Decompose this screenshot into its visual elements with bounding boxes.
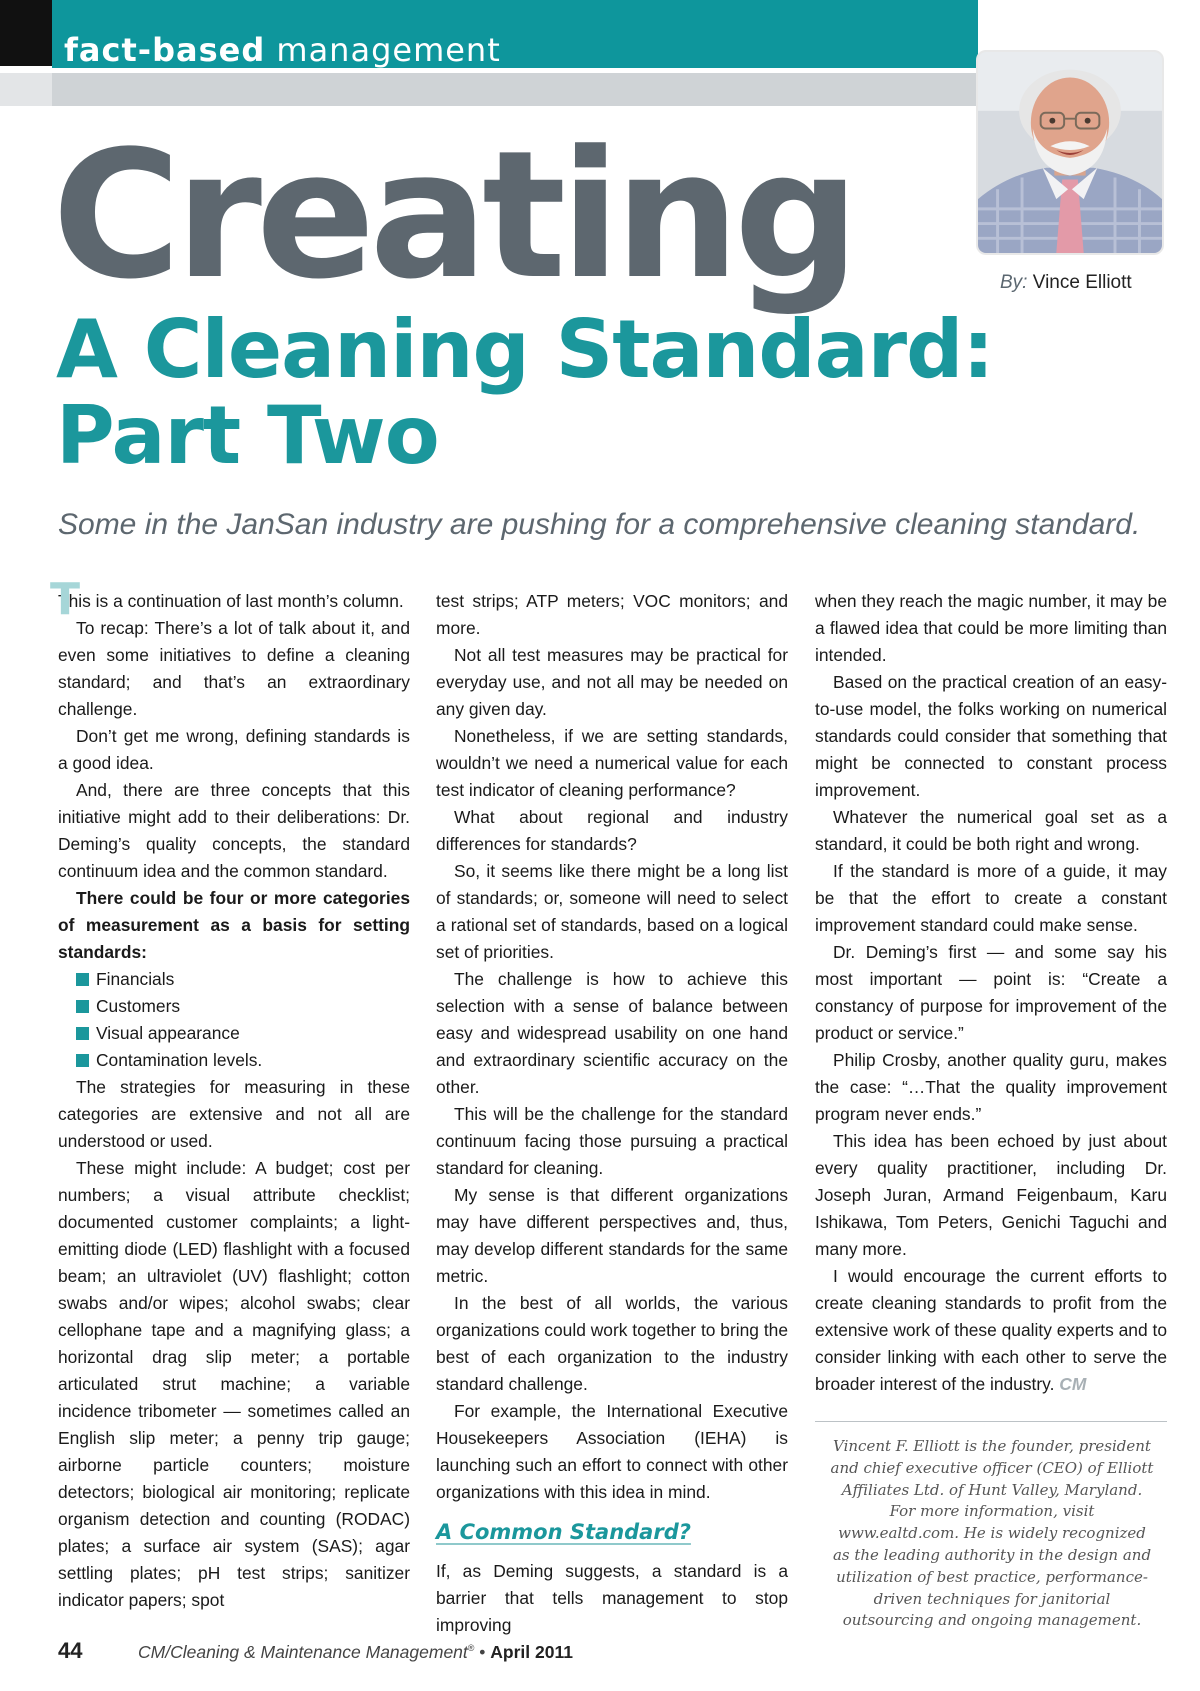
list-item: Customers bbox=[76, 993, 410, 1020]
square-bullet-icon bbox=[76, 973, 89, 986]
list-item: Financials bbox=[76, 966, 410, 993]
paragraph: Whatever the numerical goal set as a standard, it could be both right and wrong. bbox=[815, 807, 1167, 854]
section-label bbox=[64, 31, 501, 69]
paragraph bbox=[815, 1263, 1167, 1398]
paragraph: Based on the practical creation of an easy-to-use model, the folks working on numerical standards could consider that something that might be connected to constant process improvement. bbox=[815, 672, 1167, 800]
category-list bbox=[58, 966, 410, 1074]
paragraph: To recap: There’s a lot of talk about it, and even some initiatives to define a cleaning standard; and that’s an extraordinary challenge. bbox=[58, 618, 410, 719]
column-3 bbox=[815, 588, 1167, 1398]
footer-separator: • bbox=[479, 1642, 486, 1662]
square-bullet-icon bbox=[76, 1054, 89, 1067]
paragraph: Not all test measures may be practical for everyday use, and not all may be needed on any given day. bbox=[436, 645, 788, 719]
article-title-line3: Part Two bbox=[56, 389, 439, 482]
trademark-mark: ® bbox=[467, 1643, 475, 1654]
paragraph: test strips; ATP meters; VOC monitors; and more. bbox=[436, 591, 788, 638]
publication-name: CM/Cleaning & Maintenance Management bbox=[138, 1642, 468, 1662]
paragraph: My sense is that different organizations may have different perspectives and, thus, may develop different standards for the same metric. bbox=[436, 1185, 788, 1286]
paragraph: when they reach the magic number, it may be a flawed idea that could be more limiting than intended. bbox=[815, 591, 1167, 665]
section-subhead: A Common Standard? bbox=[436, 1520, 691, 1544]
column-1 bbox=[50, 574, 410, 1614]
paragraph: These might include: A budget; cost per numbers; a visual attribute checklist; documented customer complaints; a light-emitting diode (LED) flashlight with a focused beam; an ultraviolet (UV) flashlight; cotton swabs and/or wipes; alcohol swabs; clear cellophane tape and a magnifying glass; a horizontal drag slip meter; a portable articulated strut machine; a variable incidence tribometer — sometimes called an English slip meter; a penny trip gauge; airborne particle counters; moisture detectors; biological air monitoring; replicate organism detection and counting (RODAC) plates; a surface air system (SAS); agar settling plates; pH test strips; sanitizer indicator papers; spot bbox=[58, 1158, 410, 1610]
byline-prefix: By: bbox=[1000, 272, 1028, 293]
paragraph: Dr. Deming’s first — and some say his most important — point is: “Create a constancy of purpose for improvement of the product or service.” bbox=[815, 942, 1167, 1043]
section-label-rest: management bbox=[276, 31, 501, 69]
article-title: Creating bbox=[52, 113, 854, 318]
paragraph: So, it seems like there might be a long list of standards; or, someone will need to select a rational set of standards, based on a logical set of priorities. bbox=[436, 861, 788, 962]
dropcap: T bbox=[50, 574, 81, 625]
paragraph: If the standard is more of a guide, it may be that the effort to create a constant improvement standard could make sense. bbox=[815, 861, 1167, 935]
paragraph: The strategies for measuring in these categories are extensive and not all are understood or used. bbox=[58, 1077, 410, 1151]
author-photo bbox=[976, 50, 1164, 255]
column-2 bbox=[436, 588, 788, 1639]
author-bio: Vincent F. Elliott is the founder, president and chief executive officer (CEO) of Elliott Affiliates Ltd. of Hunt Valley, Maryland. For more information, visit www.ealtd.com. He is widely recognized as the leading authority in the design and utilization of best practice, performance-driven techniques for janitorial outsourcing and ongoing management. bbox=[830, 1437, 1154, 1630]
list-item: Visual appearance bbox=[76, 1020, 410, 1047]
list-item: Contamination levels. bbox=[76, 1047, 410, 1074]
paragraph: If, as Deming suggests, a standard is a barrier that tells management to stop improving bbox=[436, 1561, 788, 1635]
byline-author: Vince Elliott bbox=[1032, 272, 1132, 293]
paragraph: What about regional and industry differences for standards? bbox=[436, 807, 788, 854]
paragraph-bold: There could be four or more categories of measurement as a basis for setting standards: bbox=[58, 888, 410, 962]
signoff-mark: CM bbox=[1059, 1374, 1087, 1394]
paragraph: And, there are three concepts that this initiative might add to their deliberations: Dr. Deming’s quality concepts, the standard continuum idea and the common standard. bbox=[58, 780, 410, 881]
article-deck: Some in the JanSan industry are pushing for a comprehensive cleaning standard. bbox=[58, 508, 1141, 541]
paragraph: The challenge is how to achieve this selection with a sense of balance between easy and widespread usability on one hand and extraordinary scientific accuracy on the other. bbox=[436, 969, 788, 1097]
bio-divider bbox=[815, 1421, 1167, 1422]
paragraph bbox=[50, 574, 410, 625]
paragraph: In the best of all worlds, the various organizations could work together to bring the best of each organization to the industry standard challenge. bbox=[436, 1293, 788, 1394]
paragraph: Nonetheless, if we are setting standards, wouldn’t we need a numerical value for each test indicator of cleaning performance? bbox=[436, 726, 788, 800]
paragraph: This will be the challenge for the standard continuum facing those pursuing a practical standard for cleaning. bbox=[436, 1104, 788, 1178]
square-bullet-icon bbox=[76, 1027, 89, 1040]
byline bbox=[1000, 272, 1132, 294]
paragraph-text: I would encourage the current efforts to create cleaning standards to profit from the extensive work of these quality experts and to consider linking with each other to serve the broader interest of the industry. bbox=[815, 1266, 1167, 1394]
paragraph: For example, the International Executive Housekeepers Association (IEHA) is launching such an effort to connect with other organizations with this idea in mind. bbox=[436, 1401, 788, 1502]
square-bullet-icon bbox=[76, 1000, 89, 1013]
issue-date: April 2011 bbox=[490, 1642, 573, 1662]
paragraph: Philip Crosby, another quality guru, makes the case: “…That the quality improvement program never ends.” bbox=[815, 1050, 1167, 1124]
page-number: 44 bbox=[58, 1638, 83, 1663]
section-label-bold: fact-based bbox=[64, 31, 266, 69]
paragraph: This idea has been echoed by just about every quality practitioner, including Dr. Joseph Juran, Armand Feigenbaum, Karu Ishikawa, Tom Peters, Genichi Taguchi and many more. bbox=[815, 1131, 1167, 1259]
article-title-line2: A Cleaning Standard: bbox=[56, 303, 994, 396]
paragraph-text: This is a continuation of last month’s column. bbox=[58, 591, 404, 611]
header-corner-block bbox=[0, 0, 52, 66]
footer-publication bbox=[138, 1642, 573, 1663]
header-subband-corner bbox=[0, 73, 52, 106]
author-portrait-icon bbox=[978, 52, 1162, 253]
paragraph: Don’t get me wrong, defining standards is a good idea. bbox=[58, 726, 410, 773]
header-subband bbox=[52, 73, 978, 106]
